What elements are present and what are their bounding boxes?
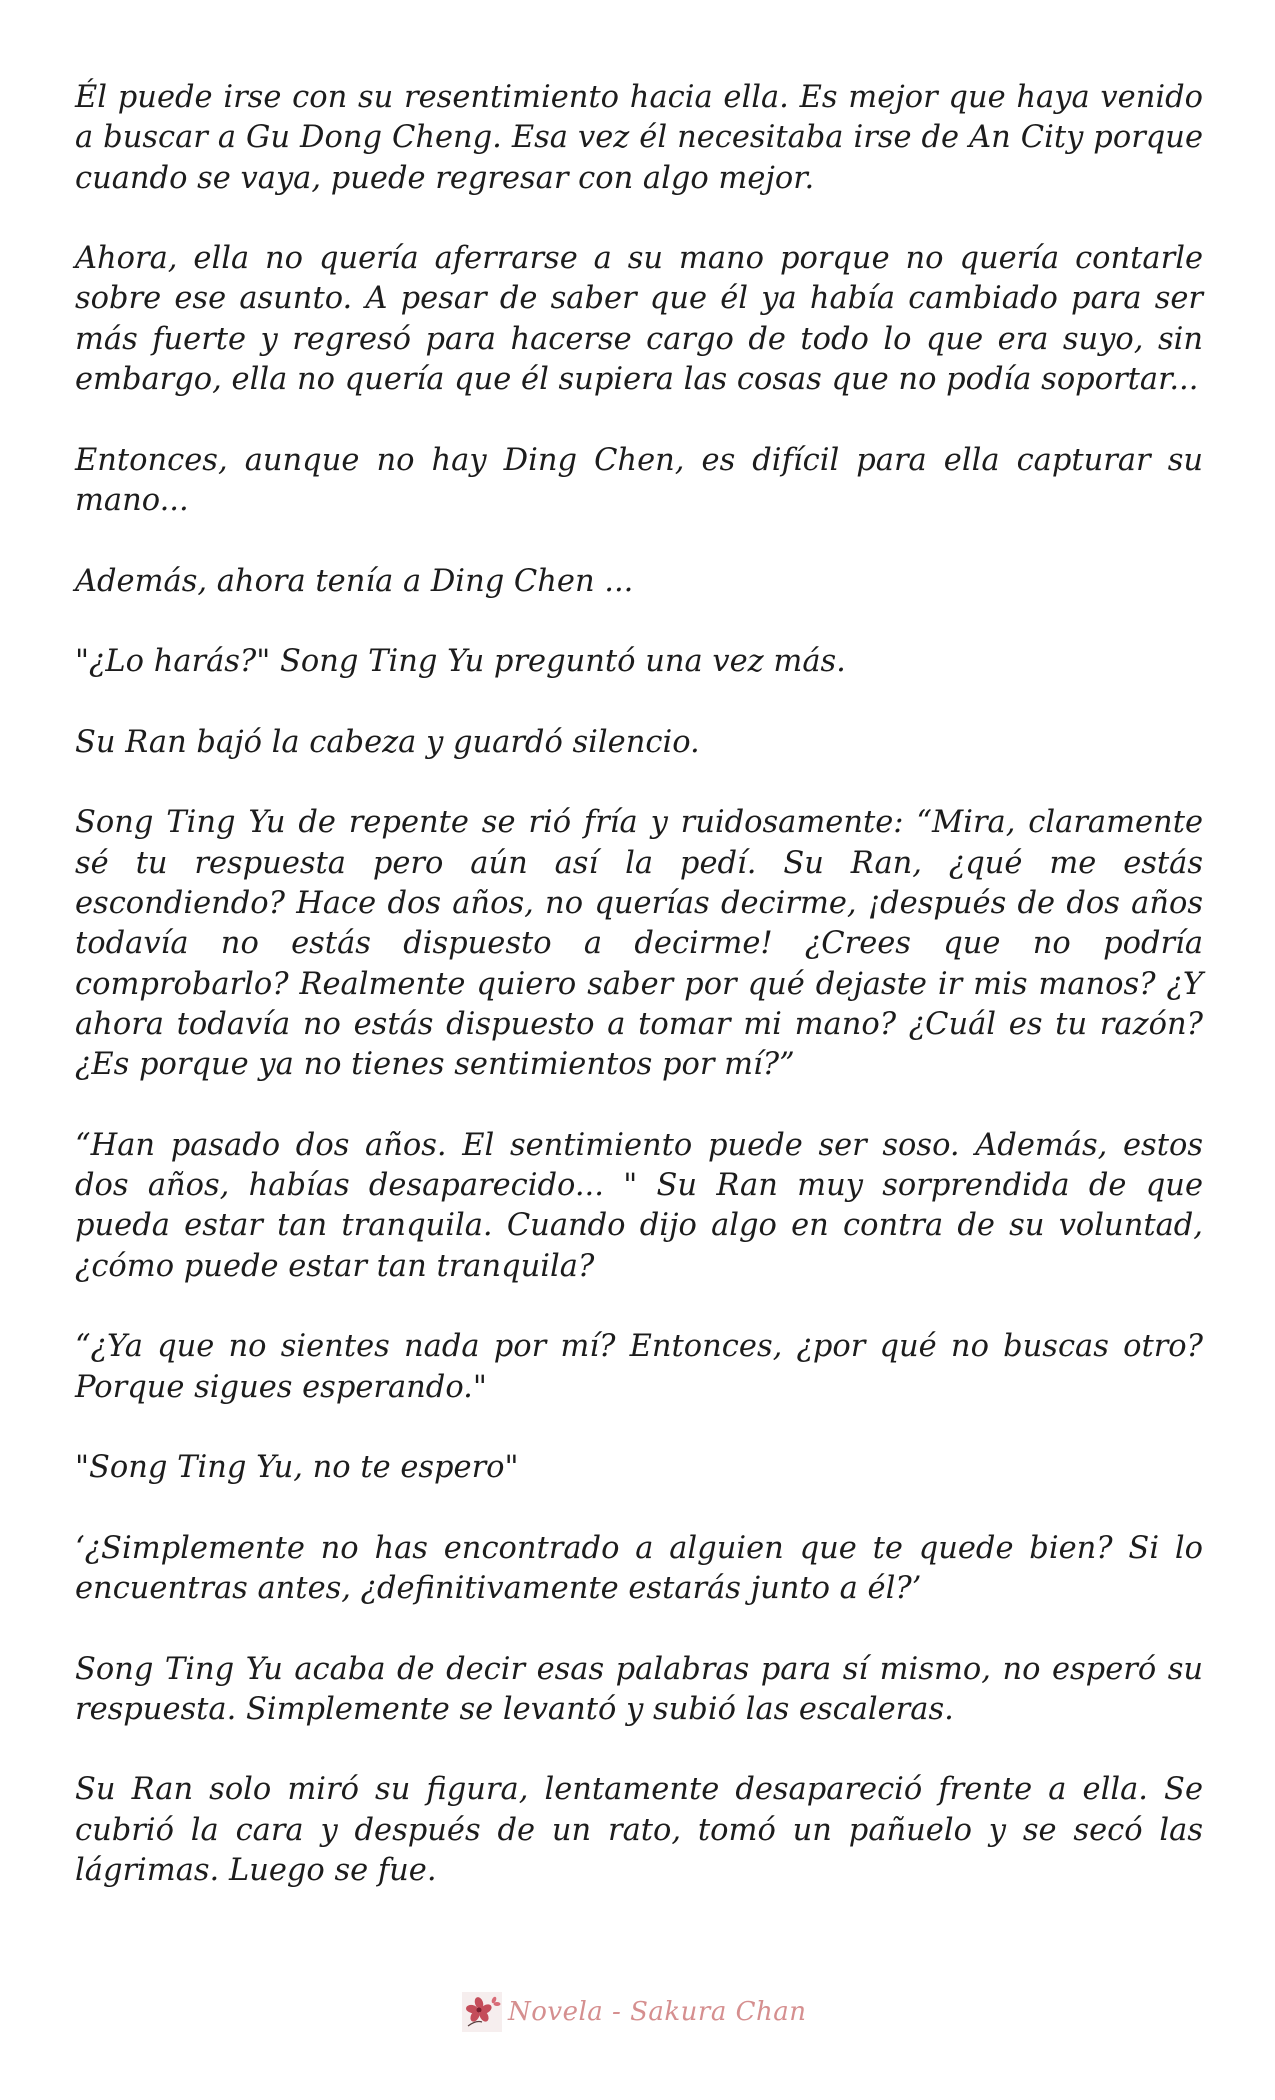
paragraph-13: Su Ran solo miró su figura, lentamente desapareció frente a ella. Se cubrió la cara y después de un rato, tomó un pañuelo y se secó las lágrimas. Luego se fue. [75,1772,1203,1889]
paragraph-7: Song Ting Yu de repente se rió fría y ruidosamente: “Mira, claramente sé tu respuesta pero aún así la pedí. Su Ran, ¿qué me estás escondiendo? Hace dos años, no querías decirme, ¡después de dos años todavía no estás dispuesto a decirme! ¿Crees que no podría comprobarlo? Realmente quiero saber por qué dejaste ir mis manos? ¿Y ahora todavía no estás dispuesto a tomar mi mano? ¿Cuál es tu razón? ¿Es porque ya no tienes sentimientos por mí?” [75,805,1203,1083]
paragraph-12: Song Ting Yu acaba de decir esas palabras para sí mismo, no esperó su respuesta. Simplemente se levantó y subió las escaleras. [75,1651,1203,1727]
paragraph-5: "¿Lo harás?" Song Ting Yu preguntó una vez más. [75,644,846,680]
paragraph-6: Su Ran bajó la cabeza y guardó silencio. [75,724,700,760]
paragraph-11: ‘¿Simplemente no has encontrado a alguien que te quede bien? Si lo encuentras antes, ¿definitivamente estarás junto a él?’ [75,1530,1203,1606]
paragraph-9: “¿Ya que no sientes nada por mí? Entonces, ¿por qué no buscas otro? Porque sigues esperando." [75,1329,1203,1405]
paragraph-3: Entonces, aunque no hay Ding Chen, es difícil para ella capturar su mano... [75,442,1203,518]
paragraph-1: Él puede irse con su resentimiento hacia ella. Es mejor que haya venido a buscar a Gu Dong Cheng. Esa vez él necesitaba irse de An City porque cuando se vaya, puede regresar con algo mejor. [75,80,1203,196]
document-body [75,78,1203,1891]
paragraph-4: Además, ahora tenía a Ding Chen ... [75,563,634,599]
paragraph-8: “Han pasado dos años. El sentimiento puede ser soso. Además, estos dos años, habías desaparecido... " Su Ran muy sorprendida de que pueda estar tan tranquila. Cuando dijo algo en contra de su voluntad, ¿cómo puede estar tan tranquila? [75,1127,1203,1284]
paragraph-10: "Song Ting Yu, no te espero" [75,1450,519,1486]
watermark [462,1990,807,2034]
sakura-flower-icon [462,1992,502,2032]
paragraph-2: Ahora, ella no quería aferrarse a su mano porque no quería contarle sobre ese asunto. A pesar de saber que él ya había cambiado para ser más fuerte y regresó para hacerse cargo de todo lo que era suyo, sin embargo, ella no quería que él supiera las cosas que no podía soportar... [75,241,1203,398]
watermark-text: Novela - Sakura Chan [508,1997,807,2027]
